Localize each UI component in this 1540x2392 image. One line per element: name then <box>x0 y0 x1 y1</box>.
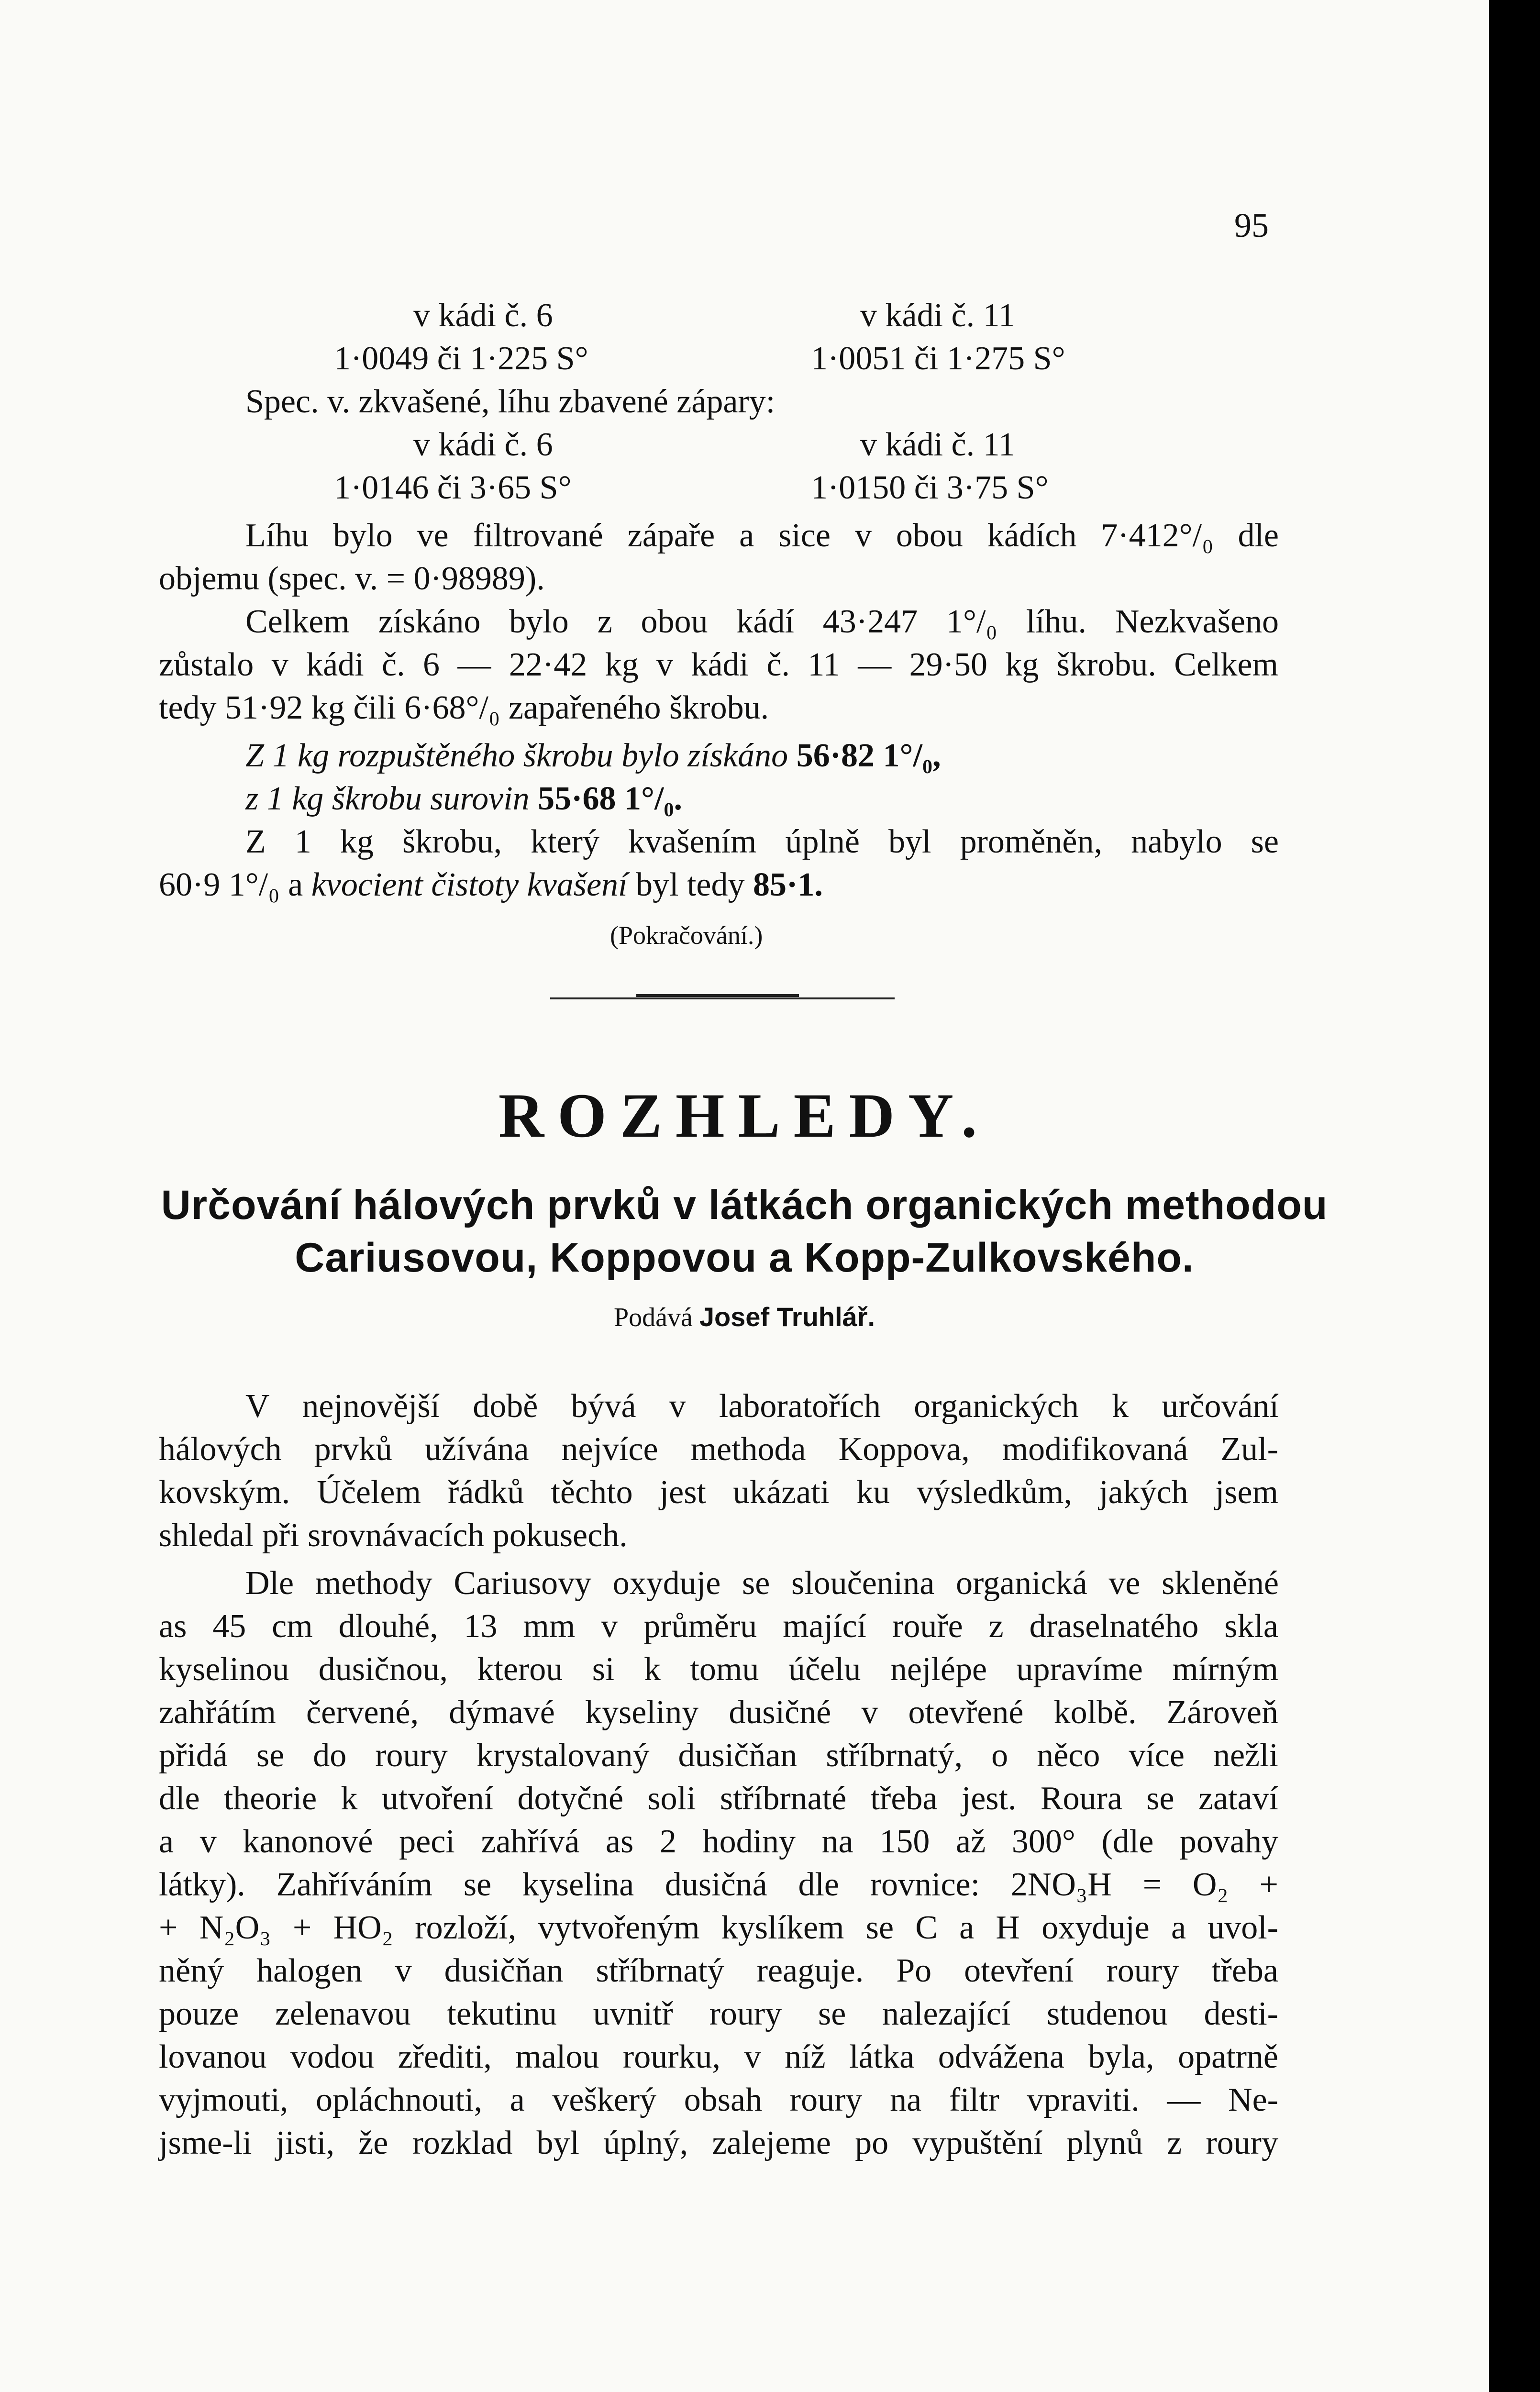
table-cell: 1·0150 či 3·75 S° <box>811 469 1049 506</box>
text-line: vyjmouti, opláchnouti, a veškerý obsah roury na filtr vpraviti. — Ne- <box>159 2082 1278 2118</box>
text-line: pouze zelenavou tekutinu uvnitř roury se nalezající studenou desti- <box>159 1995 1278 2032</box>
result-line <box>245 734 941 777</box>
text-line: přidá se do roury krystalovaný dusičňan stříbrnatý, o něco více nežli <box>159 1737 1278 1774</box>
text-span: kvocient čistoty kvašení <box>311 866 628 903</box>
result-line <box>245 777 682 820</box>
table-cell: 1·0049 či 1·225 S° <box>334 340 588 377</box>
table-cell: 1·0146 či 3·65 S° <box>334 469 572 506</box>
section-title: ROZHLEDY. <box>498 1080 991 1151</box>
text-span: 60·9 1°/₀ a <box>159 866 303 903</box>
text-line: Celkem získáno bylo z obou kádí 43·247 1°/₀ líhu. Nezkvašeno <box>245 603 1279 640</box>
result-value: 55·68 1°/₀. <box>538 780 682 817</box>
text-line: tedy 51·92 kg čili 6·68°/₀ zapařeného škrobu. <box>159 689 769 726</box>
text-line: látky). Zahříváním se kyselina dusičná dle rovnice: 2NO₃H = O₂ + <box>159 1866 1278 1903</box>
byline-prefix: Podává <box>613 1303 693 1332</box>
table-cell: v kádi č. 11 <box>860 426 1015 463</box>
text-line: kyselinou dusičnou, kterou si k tomu účelu nejlépe upravíme mírným <box>159 1651 1278 1688</box>
article-title-line: Určování hálových prvků v látkách organických methodou <box>161 1182 1328 1228</box>
text-line: jsme-li jisti, že rozklad byl úplný, zalejeme po vypuštění plynů z roury <box>159 2125 1278 2161</box>
text-line: shledal při srovnávacích pokusech. <box>159 1517 628 1554</box>
table-caption: Spec. v. zkvašené, líhu zbavené zápary: <box>245 383 776 420</box>
result-text: Z 1 kg rozpuštěného škrobu bylo získáno <box>245 737 788 774</box>
table-cell: v kádi č. 11 <box>860 297 1015 334</box>
text-line: V nejnovější době bývá v laboratořích organických k určování <box>245 1388 1279 1425</box>
text-line <box>159 864 823 907</box>
result-text: z 1 kg škrobu surovin <box>245 780 530 817</box>
text-line: Líhu bylo ve filtrované zápaře a sice v obou kádích 7·412°/₀ dle <box>245 517 1279 554</box>
divider <box>550 997 895 999</box>
continuation-note: (Pokračování.) <box>610 921 763 950</box>
text-line: a v kanonové peci zahřívá as 2 hodiny na 150 až 300° (dle povahy <box>159 1823 1278 1860</box>
table-cell: v kádi č. 6 <box>413 426 553 463</box>
article-title-line: Cariusovou, Koppovou a Kopp-Zulkovského. <box>295 1235 1194 1281</box>
text-line: as 45 cm dlouhé, 13 mm v průměru mající rouře z draselnatého skla <box>159 1608 1278 1645</box>
text-line: kovským. Účelem řádků těchto jest ukázati ku výsledkům, jakých jsem <box>159 1474 1278 1511</box>
table-cell: 1·0051 či 1·275 S° <box>811 340 1065 377</box>
text-line: Dle methody Cariusovy oxyduje se sloučenina organická ve skleněné <box>245 1565 1279 1602</box>
text-line: objemu (spec. v. = 0·98989). <box>159 560 545 597</box>
text-line: dle theorie k utvoření dotyčné soli stříbrnaté třeba jest. Roura se zataví <box>159 1780 1278 1817</box>
divider <box>636 994 799 997</box>
text-line: lovanou vodou zřediti, malou rourku, v níž látka odvážena byla, opatrně <box>159 2038 1278 2075</box>
table-cell: v kádi č. 6 <box>413 297 553 334</box>
text-line: něný halogen v dusičňan stříbrnatý reaguje. Po otevření roury třeba <box>159 1952 1278 1989</box>
text-span: 85·1. <box>753 866 823 903</box>
scan-border <box>1489 0 1540 2392</box>
text-line: + N₂O₃ + HO₂ rozloží, vytvořeným kyslíkem se C a H oxyduje a uvol- <box>159 1909 1278 1946</box>
text-line: hálových prvků užívána nejvíce methoda Koppova, modifikovaná Zul- <box>159 1431 1278 1468</box>
text-line: zůstalo v kádi č. 6 — 22·42 kg v kádi č. 11 — 29·50 kg škrobu. Celkem <box>159 646 1278 683</box>
author-name: Josef Truhlář. <box>699 1302 875 1332</box>
byline <box>0 1301 1489 1333</box>
text-line: zahřátím červené, dýmavé kyseliny dusičné v otevřené kolbě. Zároveň <box>159 1694 1278 1731</box>
text-span: byl tedy <box>636 866 745 903</box>
page-number: 95 <box>1234 206 1269 244</box>
result-value: 56·82 1°/₀, <box>796 737 941 774</box>
text-line: Z 1 kg škrobu, který kvašením úplně byl proměněn, nabylo se <box>245 823 1279 860</box>
